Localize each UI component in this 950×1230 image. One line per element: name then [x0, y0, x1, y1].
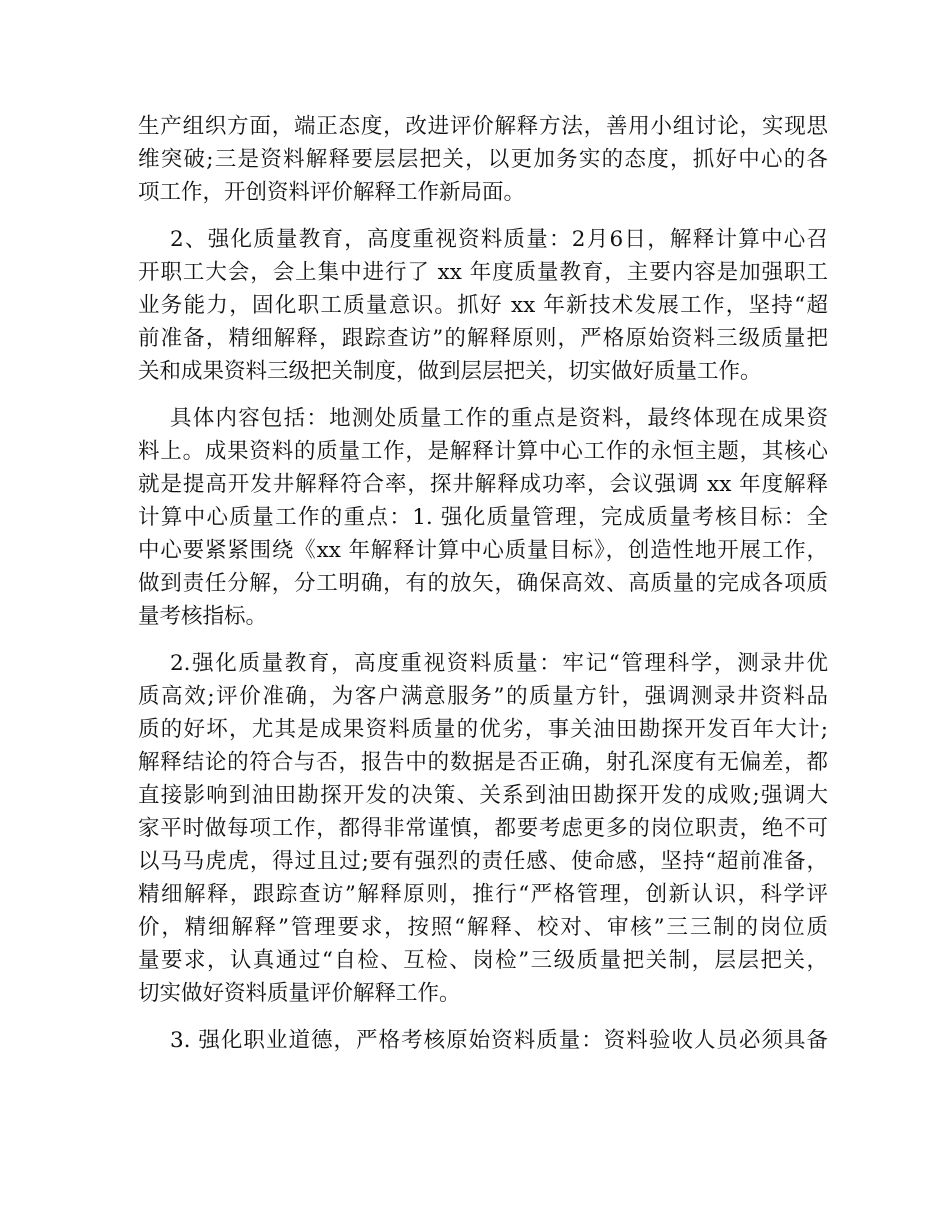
text-line: 2.强化质量教育，高度重视资料质量：牢记“管理科学，测录井优	[170, 651, 828, 676]
text-line: 关和成果资料三级把关制度，做到层层把关，切实做好质量工作。	[138, 359, 762, 384]
text-line: 质的好坏，尤其是成果资料质量的优劣，事关油田勘探开发百年大计;	[138, 717, 828, 742]
text-line: 以马马虎虎，得过且过;要有强烈的责任感、使命感，坚持“超前准备，	[138, 849, 828, 874]
text-line: 2、强化质量教育，高度重视资料质量：2月6日，解释计算中心召	[170, 227, 828, 252]
text-line: 生产组织方面，端正态度，改进评价解释方法，善用小组讨论，实现思	[138, 114, 828, 139]
text-line: 精细解释，跟踪查访”解释原则，推行“严格管理，创新认识，科学评	[138, 882, 828, 907]
text-line: 价，精细解释”管理要求，按照“解释、校对、审核”三三制的岗位质	[138, 915, 828, 940]
text-line: 3. 强化职业道德，严格考核原始资料质量：资料验收人员必须具备	[170, 1028, 828, 1053]
text-line: 开职工大会，会上集中进行了 xx 年度质量教育，主要内容是加强职工	[138, 260, 828, 285]
text-line: 解释结论的符合与否，报告中的数据是否正确，射孔深度有无偏差，都	[138, 750, 828, 775]
text-line: 项工作，开创资料评价解释工作新局面。	[138, 180, 526, 205]
text-line: 具体内容包括：地测处质量工作的重点是资料，最终体现在成果资	[170, 406, 828, 431]
text-line: 维突破;三是资料解释要层层把关，以更加务实的态度，抓好中心的各	[138, 147, 828, 172]
text-line: 计算中心质量工作的重点：1. 强化质量管理，完成质量考核目标：全	[138, 505, 828, 530]
text-line: 直接影响到油田勘探开发的决策、关系到油田勘探开发的成败;强调大	[138, 783, 828, 808]
text-line: 料上。成果资料的质量工作，是解释计算中心工作的永恒主题，其核心	[138, 439, 828, 464]
text-line: 前准备，精细解释，跟踪查访”的解释原则，严格原始资料三级质量把	[138, 326, 828, 351]
text-line: 量要求，认真通过“自检、互检、岗检”三级质量把关制，层层把关，	[138, 948, 828, 973]
text-line: 质高效;评价准确，为客户满意服务”的质量方针，强调测录井资料品	[138, 684, 828, 709]
text-line: 切实做好资料质量评价解释工作。	[138, 981, 461, 1006]
text-line: 量考核指标。	[138, 604, 268, 629]
text-line: 业务能力，固化职工质量意识。抓好 xx 年新技术发展工作，坚持“超	[138, 293, 828, 318]
text-line: 家平时做每项工作，都得非常谨慎，都要考虑更多的岗位职责，绝不可	[138, 816, 828, 841]
text-line: 就是提高开发井解释符合率，探井解释成功率，会议强调 xx 年度解释	[138, 472, 828, 497]
text-line: 做到责任分解，分工明确，有的放矢，确保高效、高质量的完成各项质	[138, 571, 828, 596]
text-line: 中心要紧紧围绕《xx 年解释计算中心质量目标》，创造性地开展工作，	[138, 538, 828, 563]
